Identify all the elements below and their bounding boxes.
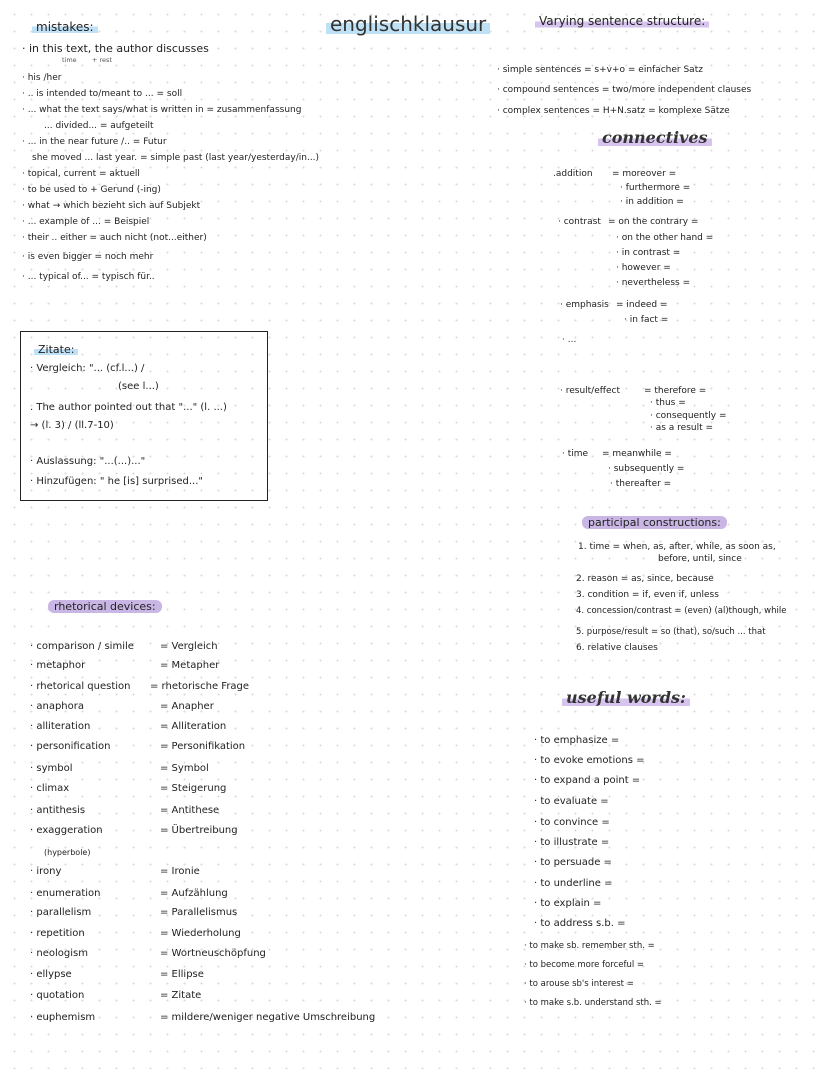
list-item: · ... typical of... = typisch für.. [22,272,155,282]
rhetorical-term: · antithesis [30,805,86,816]
list-item: · what → which bezieht sich auf Subjekt [22,201,201,211]
participal-line: 6. relative clauses [576,643,658,653]
rhetorical-term: · neologism [30,948,88,959]
connective-item: · however = [616,263,671,273]
connective-item: = on the contrary = [608,217,699,227]
connective-category: .addition [553,169,593,179]
participal-line: 3. condition = if, even if, unless [576,590,719,600]
rhetorical-term: · rhetorical question [30,681,131,692]
connective-item: · on the other hand = [616,233,714,243]
rhetorical-translation: = Personifikation [160,741,246,752]
varying-line: · compound sentences = two/more independent clauses [497,85,752,95]
participal-line: 4. concession/contrast = (even) (al)though, while [576,606,787,616]
useful-word: · to evaluate = [534,796,609,807]
zitate-line: · Vergleich: "... (cf.l...) / [30,363,145,374]
connective-item: = moreover = [612,169,677,179]
zitate-line: · Hinzufügen: " he [is] surprised..." [30,476,203,487]
zitate-line: → (l. 3) / (ll.7-10) [30,420,114,431]
useful-word: · to become more forceful = [524,960,645,970]
rhetorical-term: · enumeration [30,888,101,899]
rhetorical-translation: = rhetorische Frage [150,681,250,692]
rhetorical-translation: = Metapher [160,660,220,671]
useful-word: · to address s.b. = [534,918,626,929]
varying-line: · simple sentences = s+v+o = einfacher Satz [497,65,703,75]
zitate-line: · Auslassung: "...(...)..." [30,456,146,467]
page-title: englischklausur [326,12,490,36]
list-item: · .. is intended to/meant to ... = soll [22,89,183,99]
rhetorical-term: · comparison / simile [30,641,134,652]
list-item: · is even bigger = noch mehr [22,252,154,262]
connective-item: · in addition = [620,197,684,207]
rhetorical-translation: = Symbol [160,763,209,774]
varying-line: · complex sentences = H+N.satz = komplexe Sätze [497,106,730,116]
useful-word: · to make sb. remember sth. = [524,941,655,951]
rhetorical-translation: = Aufzählung [160,888,228,899]
useful-word: · to explain = [534,898,602,909]
rhetorical-translation: = Ellipse [160,969,204,980]
rhetorical-term: · irony [30,866,62,877]
rhetorical-term: · anaphora [30,701,84,712]
list-item: · ... example of ... = Beispiel [22,217,150,227]
list-item: ... divided... = aufgeteilt [44,121,154,131]
rhetorical-term: · metaphor [30,660,86,671]
connective-category: · time [562,449,589,459]
rhetorical-translation: = Wiederholung [160,928,241,939]
rhetorical-translation: = Parallelismus [160,907,238,918]
connective-item: · subsequently = [608,464,685,474]
list-item: · in this text, the author discusses [22,42,209,55]
connective-item: = indeed = [616,300,668,310]
connective-item: · consequently = [650,411,727,421]
list-item: · his /her [22,73,62,83]
list-item: she moved ... last year. = simple past (last year/yesterday/in...) [32,153,320,163]
rhetorical-term: · ellypse [30,969,72,980]
list-item: · their .. either = auch nicht (not...either) [22,233,207,243]
connective-item: · nevertheless = [616,278,691,288]
useful-word: · to persuade = [534,857,612,868]
rhetorical-term: · euphemism [30,1012,96,1023]
rhetorical-translation: = Ironie [160,866,200,877]
list-item: · ... what the text says/what is written in = zusammenfassung [22,105,302,115]
rhetorical-translation: = Übertreibung [160,825,238,836]
participal-line: 5. purpose/result = so (that), so/such ... that [576,627,766,637]
connective-category: · contrast [558,217,601,227]
useful-word: · to evoke emotions = [534,755,645,766]
list-item: · to be used to + Gerund (-ing) [22,185,161,195]
connective-item: · in fact = [624,315,669,325]
varying-heading: Varying sentence structure: [535,14,709,28]
participal-line: 1. time = when, as, after, while, as soon as, [578,542,776,552]
zitate-line: (see l...) [118,381,159,392]
list-item: · ... in the near future /.. = Futur [22,137,167,147]
zitate-heading: Zitate: [34,343,78,356]
participal-heading: participal constructions: [582,516,727,529]
zitate-line: . The author pointed out that "..." (l. ...) [30,402,227,413]
connective-item: · thus = [650,398,686,408]
rhetorical-term: · alliteration [30,721,91,732]
connective-item: · furthermore = [620,183,691,193]
rhetorical-term: · parallelism [30,907,92,918]
rhetorical-translation: = Zitate [160,990,202,1001]
rhetorical-translation: = Anapher [160,701,214,712]
annotation: + rest [92,56,112,64]
connective-item: · in contrast = [616,248,681,258]
rhetorical-translation: = Alliteration [160,721,227,732]
rhetorical-term: · repetition [30,928,85,939]
connective-item: · as a result = [650,423,714,433]
useful-word: · to convince = [534,817,610,828]
useful-heading: useful words: [562,688,690,707]
annotation: time [62,56,77,64]
mistakes-heading: mistakes: [32,20,98,34]
connective-item: · thereafter = [610,479,672,489]
rhetorical-term: · symbol [30,763,73,774]
connective-category: · emphasis [560,300,609,310]
rhetorical-term: · exaggeration [30,825,103,836]
connective-item: = therefore = [644,386,707,396]
rhetorical-translation: = Wortneuschöpfung [160,948,266,959]
rhetorical-translation: = Vergleich [160,641,218,652]
useful-word: · to make s.b. understand sth. = [524,998,662,1008]
rhetorical-translation: = mildere/weniger negative Umschreibung [160,1012,376,1023]
list-item: · topical, current = aktuell [22,169,140,179]
rhetorical-term: · climax [30,783,70,794]
rhetorical-translation: = Steigerung [160,783,227,794]
useful-word: · to arouse sb's interest = [524,979,634,989]
useful-word: · to illustrate = [534,837,610,848]
participal-line: 2. reason = as, since, because [576,574,714,584]
useful-word: · to expand a point = [534,775,641,786]
connective-item: = meanwhile = [602,449,672,459]
connectives-heading: connectives [598,128,712,147]
useful-word: · to underline = [534,878,613,889]
rhetorical-translation: = Antithese [160,805,220,816]
rhetorical-heading: rhetorical devices: [48,600,162,613]
useful-word: · to emphasize = [534,735,620,746]
connective-category: · result/effect [560,386,620,396]
connective-dots: · ... [562,335,577,345]
participal-line: before, until, since [658,554,742,564]
hyperbole-note: (hyperbole) [44,848,91,857]
rhetorical-term: · quotation [30,990,85,1001]
rhetorical-term: · personification [30,741,111,752]
